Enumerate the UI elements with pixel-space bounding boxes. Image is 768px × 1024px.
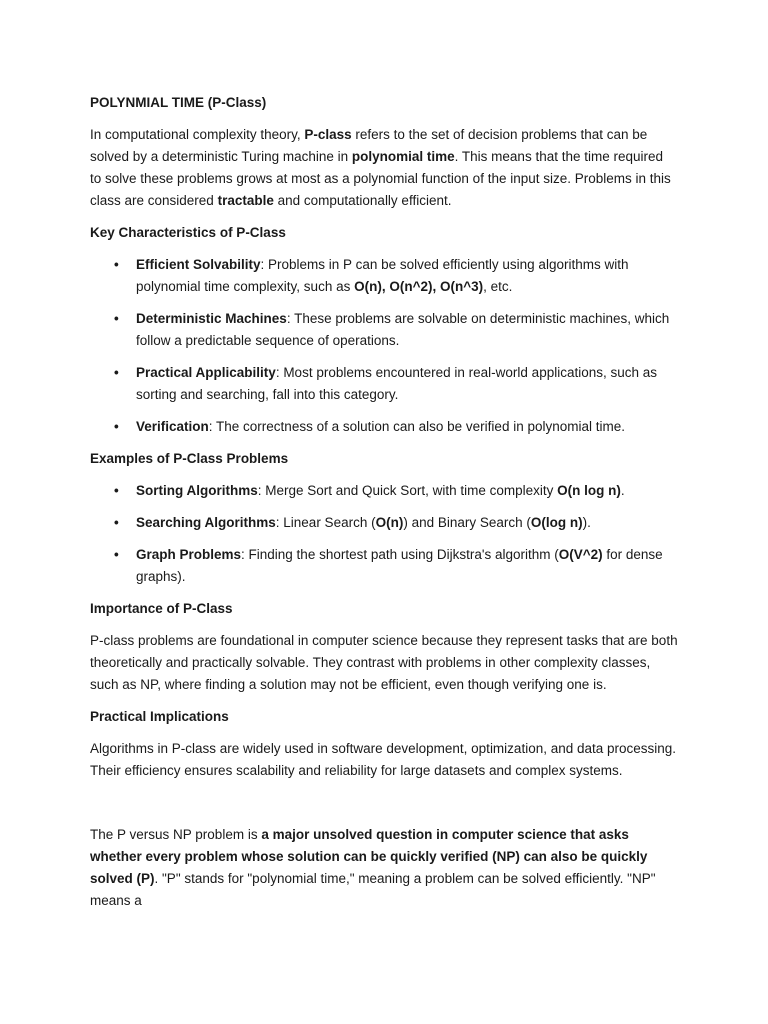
section-spacer	[90, 792, 678, 824]
list-item-term: Verification	[136, 419, 209, 434]
list-item-text: , etc.	[483, 279, 513, 294]
list-item-text: : These problems are solvable on deterministic machines, which follow a predictable sequence of operations.	[136, 311, 670, 348]
list-item	[136, 512, 678, 534]
examples-list	[90, 480, 678, 588]
list-item-term: Sorting Algorithms	[136, 483, 258, 498]
intro-bold-2: polynomial time	[351, 149, 455, 164]
intro-text-3: . This means that the time required to solve these problems grows at most as a polynomial function of the input size. Problems in this class are considered	[90, 149, 671, 208]
list-item-bold: O(n), O(n^2), O(n^3)	[354, 279, 484, 294]
list-item-term: Efficient Solvability	[136, 257, 261, 272]
list-item	[136, 362, 678, 406]
pvsnp-bold-1: a major unsolved question in computer science that asks whether every problem whose solution can be quickly verified (NP) can also be quickly solved (P)	[90, 827, 648, 886]
intro-text-2: refers to the set of decision problems that can be solved by a deterministic Turing machine in	[90, 127, 648, 164]
practical-heading: Practical Implications	[90, 709, 229, 724]
list-item-text: for dense graphs).	[136, 547, 663, 584]
list-item	[136, 480, 678, 502]
pvsnp-text-2: . "P" stands for "polynomial time," meaning a problem can be solved efficiently. "NP" means a	[90, 871, 656, 908]
list-item	[136, 308, 678, 352]
list-item-text: : Most problems encountered in real-world applications, such as sorting and searching, fall into this category.	[136, 365, 658, 402]
intro-bold-1: P-class	[304, 127, 352, 142]
key-characteristics-list	[90, 254, 678, 438]
list-item-bold: O(V^2)	[558, 547, 603, 562]
list-item	[136, 544, 678, 588]
list-item-text: ).	[582, 515, 591, 530]
list-item-text: : Merge Sort and Quick Sort, with time complexity	[257, 483, 558, 498]
list-item-text: : The correctness of a solution can also be verified in polynomial time.	[208, 419, 625, 434]
list-item-term: Deterministic Machines	[136, 311, 287, 326]
list-item-term: Searching Algorithms	[136, 515, 276, 530]
list-item-term: Graph Problems	[136, 547, 242, 562]
list-item	[136, 416, 678, 438]
list-item-term: Practical Applicability	[136, 365, 276, 380]
intro-text-1: In computational complexity theory,	[90, 127, 305, 142]
importance-paragraph: P-class problems are foundational in computer science because they represent tasks that are both theoretically and practically solvable. They contrast with problems in other complexity classes, such as NP, where finding a solution may not be efficient, even though verifying one is.	[90, 633, 678, 692]
list-item-text: : Linear Search (	[275, 515, 376, 530]
importance-heading: Importance of P-Class	[90, 601, 233, 616]
list-item-bold: O(log n)	[530, 515, 583, 530]
list-item-text: : Finding the shortest path using Dijkstra's algorithm (	[241, 547, 559, 562]
intro-text-4: and computationally efficient.	[273, 193, 452, 208]
practical-paragraph: Algorithms in P-class are widely used in software development, optimization, and data processing. Their efficiency ensures scalability and reliability for large datasets and complex systems.	[90, 741, 677, 778]
intro-bold-3: tractable	[217, 193, 274, 208]
examples-heading: Examples of P-Class Problems	[90, 451, 289, 466]
pvsnp-text-1: The P versus NP problem is	[90, 827, 262, 842]
list-item-text: ) and Binary Search (	[403, 515, 531, 530]
list-item	[136, 254, 678, 298]
key-characteristics-heading: Key Characteristics of P-Class	[90, 225, 286, 240]
list-item-text: .	[620, 483, 625, 498]
document-title: POLYNMIAL TIME (P-Class)	[90, 95, 267, 110]
list-item-bold: O(n log n)	[557, 483, 621, 498]
p-vs-np-paragraph	[90, 824, 678, 912]
intro-paragraph	[90, 124, 678, 212]
list-item-text: : Problems in P can be solved efficiently using algorithms with polynomial time complexity, such as	[136, 257, 629, 294]
list-item-bold: O(n)	[375, 515, 404, 530]
